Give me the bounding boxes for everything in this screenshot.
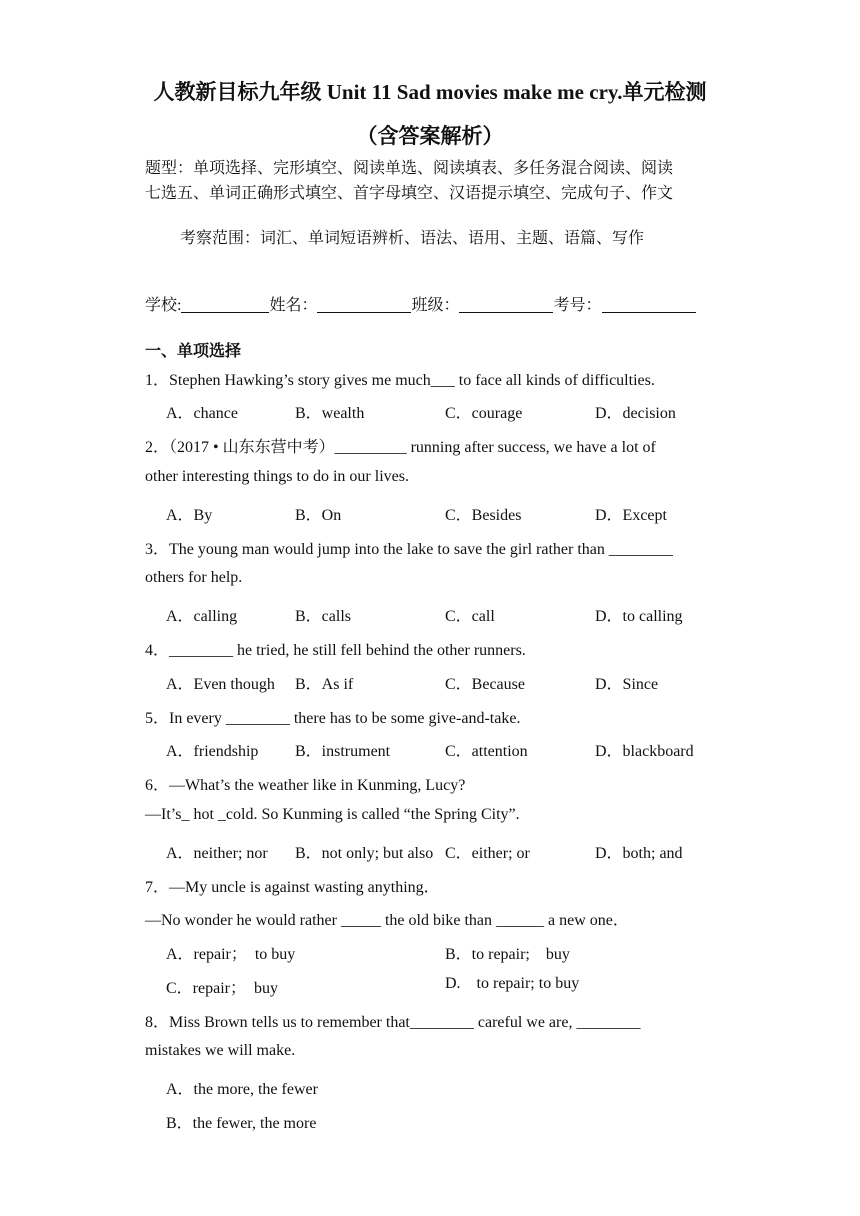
- question-8-text: 8．Miss Brown tells us to remember that________ careful we are, ________: [145, 1014, 641, 1031]
- question-5-option-d: D．blackboard: [595, 743, 694, 760]
- question-1-option-d: D．decision: [595, 405, 676, 422]
- school-blank[interactable]: [181, 296, 269, 313]
- question-types-line-1: 题型：单项选择、完形填空、阅读单选、阅读填表、多任务混合阅读、阅读: [145, 160, 674, 177]
- question-6-text: 6．—What’s the weather like in Kunming, Lucy?: [145, 777, 466, 794]
- question-2-option-b: B．On: [295, 507, 342, 524]
- question-7-text: 7．—My uncle is against wasting anything．: [145, 879, 440, 896]
- question-2-text: 2．（2017 • 山东东营中考）_________ running after success, we have a lot of: [145, 439, 656, 456]
- question-3-text-continued: others for help.: [145, 569, 243, 586]
- name-label: 姓名：: [269, 297, 318, 314]
- question-6-option-a: A．neither; nor: [166, 845, 268, 862]
- question-3-option-d: D．to calling: [595, 608, 683, 625]
- question-1-option-a: A．chance: [166, 405, 238, 422]
- class-blank[interactable]: [459, 296, 553, 313]
- question-8-option-a: A．the more, the fewer: [166, 1081, 318, 1098]
- question-6-option-c: C．either; or: [445, 845, 530, 862]
- question-1-option-b: B．wealth: [295, 405, 365, 422]
- question-4-option-a: A．Even though: [166, 676, 275, 693]
- question-5-option-b: B．instrument: [295, 743, 391, 760]
- student-info-row: [145, 292, 696, 315]
- question-5-text: 5．In every ________ there has to be some give-and-take.: [145, 710, 521, 727]
- question-7-option-a: A．repair； to buy: [166, 946, 296, 963]
- exam-scope: 考察范围：词汇、单词短语辨析、语法、语用、主题、语篇、写作: [180, 230, 645, 247]
- question-4-option-d: D．Since: [595, 676, 659, 693]
- question-4-option-b: B．As if: [295, 676, 354, 693]
- question-7-option-d: D. to repair; to buy: [445, 975, 580, 992]
- question-2-option-a: A．By: [166, 507, 213, 524]
- question-6-option-d: D．both; and: [595, 845, 683, 862]
- question-6-text-continued: —It’s_ hot _cold. So Kunming is called “the Spring City”.: [145, 806, 520, 823]
- question-5-option-c: C．attention: [445, 743, 528, 760]
- question-8-text-continued: mistakes we will make.: [145, 1042, 296, 1059]
- question-1-option-c: C．courage: [445, 405, 523, 422]
- question-7-option-b: B．to repair; buy: [445, 946, 570, 963]
- class-label: 班级：: [411, 297, 460, 314]
- question-7-text-continued: —No wonder he would rather _____ the old bike than ______ a new one．: [145, 912, 629, 929]
- question-7-option-c: C．repair； buy: [166, 980, 278, 997]
- question-8-option-b: B．the fewer, the more: [166, 1115, 317, 1132]
- question-3-option-b: B．calls: [295, 608, 351, 625]
- question-3-option-c: C．call: [445, 608, 495, 625]
- question-5-option-a: A．friendship: [166, 743, 259, 760]
- question-1-text: 1．Stephen Hawking’s story gives me much___ to face all kinds of difficulties.: [145, 372, 655, 389]
- question-4-option-c: C．Because: [445, 676, 525, 693]
- question-3-option-a: A．calling: [166, 608, 238, 625]
- question-types-line-2: 七选五、单词正确形式填空、首字母填空、汉语提示填空、完成句子、作文: [145, 185, 674, 202]
- question-2-option-d: D．Except: [595, 507, 667, 524]
- question-6-option-b: B．not only; but also: [295, 845, 434, 862]
- section-heading: 一、单项选择: [145, 343, 242, 360]
- name-blank[interactable]: [317, 296, 411, 313]
- document-title: 人教新目标九年级 Unit 11 Sad movies make me cry.单元检测: [153, 80, 707, 104]
- exam-number-blank[interactable]: [602, 296, 696, 313]
- question-2-option-c: C．Besides: [445, 507, 522, 524]
- document-subtitle: （含答案解析）: [356, 124, 504, 148]
- question-4-text: 4．________ he tried, he still fell behind the other runners.: [145, 642, 526, 659]
- question-2-text-continued: other interesting things to do in our lives.: [145, 468, 409, 485]
- question-3-text: 3．The young man would jump into the lake to save the girl rather than ________: [145, 541, 673, 558]
- school-label: 学校:: [145, 297, 182, 314]
- exam-number-label: 考号：: [553, 297, 602, 314]
